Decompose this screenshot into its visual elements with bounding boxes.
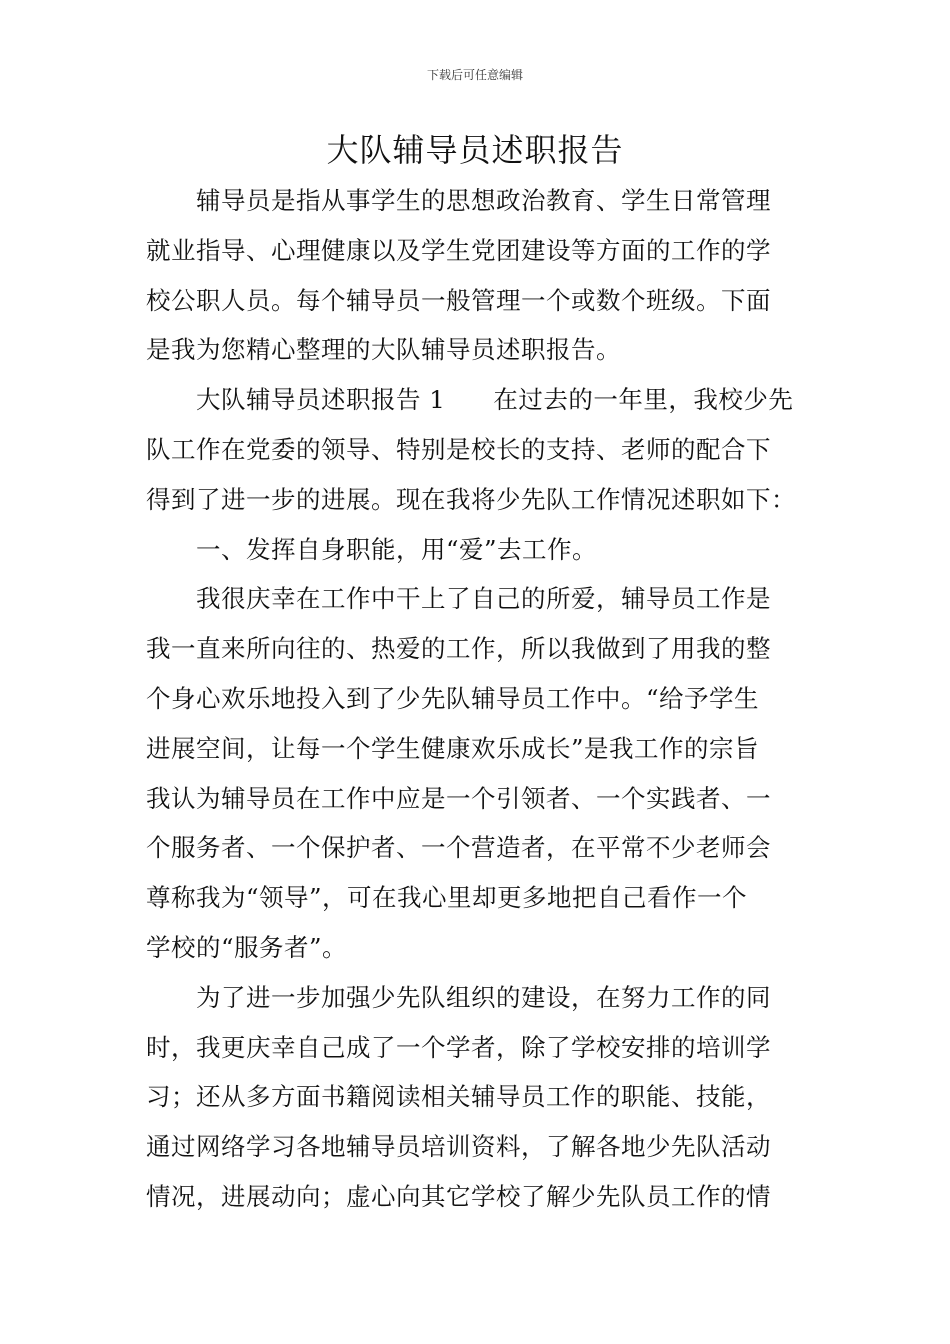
text-line: 通过网络学习各地辅导员培训资料，了解各地少先队活动 — [146, 1132, 771, 1162]
header-note: 下载后可任意编辑 — [426, 68, 523, 82]
text-line: 个身心欢乐地投入到了少先队辅导员工作中。“给予学生 — [146, 683, 760, 713]
text-line: 为了进一步加强少先队组织的建设，在努力工作的同 — [196, 982, 771, 1012]
text-line: 就业指导、心理健康以及学生党团建设等方面的工作的学 — [146, 235, 771, 265]
text-line: 时，我更庆幸自己成了一个学者，除了学校安排的培训学 — [146, 1032, 771, 1062]
text-line: 辅导员是指从事学生的思想政治教育、学生日常管理 — [196, 186, 771, 215]
report-heading: 大队辅导员述职报告 1 — [196, 385, 446, 415]
text-line: 尊称我为“领导”，可在我心里却更多地把自己看作一个 — [146, 883, 748, 913]
text-line: 我认为辅导员在工作中应是一个引领者、一个实践者、一 — [146, 783, 771, 813]
text-line: 是我为您精心整理的大队辅导员述职报告。 — [146, 335, 621, 365]
section-heading: 一、发挥自身职能，用“爱”去工作。 — [196, 534, 598, 564]
text-line: 学校的“服务者”。 — [146, 932, 348, 962]
text-line: 队工作在党委的领导、特别是校长的支持、老师的配合下 — [146, 434, 771, 464]
text-line: 个服务者、一个保护者、一个营造者，在平常不少老师会 — [146, 833, 771, 863]
text-line: 得到了进一步的进展。现在我将少先队工作情况述职如下： — [146, 484, 796, 514]
text-line — [146, 375, 806, 425]
document-body — [146, 176, 806, 1222]
text-line: 情况，进展动向；虚心向其它学校了解少先队员工作的情 — [146, 1181, 771, 1211]
text-line: 习；还从多方面书籍阅读相关辅导员工作的职能、技能， — [146, 1082, 771, 1112]
page-title: 大队辅导员述职报告 — [326, 131, 624, 169]
text-line: 我很庆幸在工作中干上了自己的所爱，辅导员工作是 — [196, 584, 771, 614]
text-line: 校公职人员。每个辅导员一般管理一个或数个班级。下面 — [146, 285, 771, 315]
text-line: 进展空间，让每一个学生健康欢乐成长”是我工作的宗旨 — [146, 733, 760, 763]
text-fragment: 在过去的一年里，我校少先 — [493, 385, 794, 415]
text-line: 我一直来所向往的、热爱的工作，所以我做到了用我的整 — [146, 634, 771, 664]
